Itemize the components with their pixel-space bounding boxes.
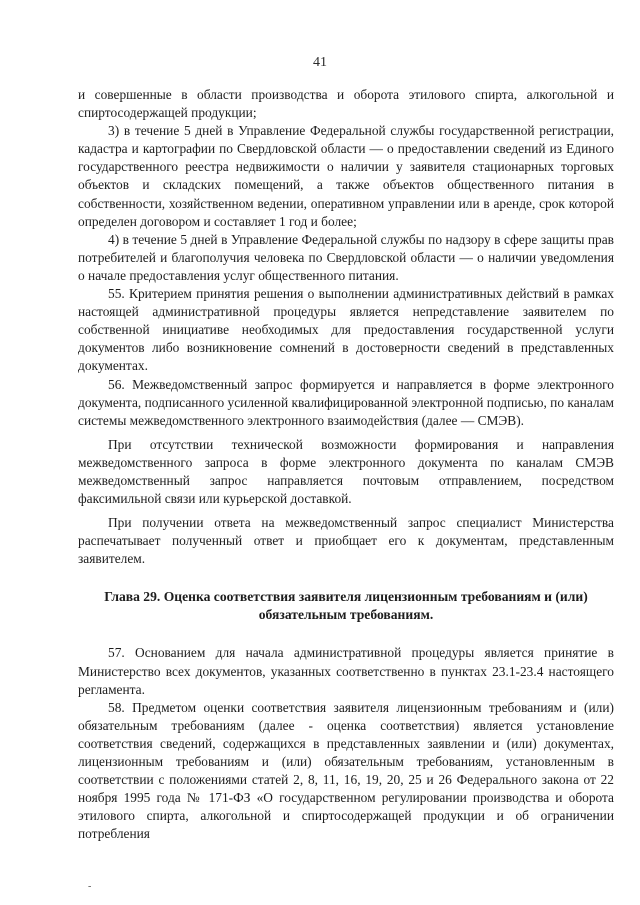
paragraph-58: 58. Предметом оценки соответствия заявителя лицензионным требованиям и (или) обязательным требованиям (далее - оценка соответствия) является установление соответствия сведений, содержащихся в представленных заявлении и (или) документах, лицензионным требованиям и (или) обязательным требованиям, установленным в соответствии с положениями статей 2, 8, 11, 16, 19, 20, 25 и 26 Федерального закона от 22 ноября 1995 года № 171-ФЗ «О государственном регулировании производства и оборота этилового спирта, алкогольной и спиртосодержащей продукции и об ограничении потребления [78,699,614,842]
paragraph-56: 56. Межведомственный запрос формируется и направляется в форме электронного документа, подписанного усиленной квалифицированной электронной подписью, по каналам системы межведомственного электронного взаимодействия (далее — СМЭВ). [78,376,614,428]
scan-mark: - [88,881,92,892]
document-body [78,86,614,843]
paragraph-item-4: 4) в течение 5 дней в Управление Федеральной службы по надзору в сфере защиты прав потребителей и благополучия человека по Свердловской области — о наличии уведомления о начале предоставления услуг общественного питания. [78,231,614,283]
page-number: 41 [313,55,327,70]
paragraph-55: 55. Критерием принятия решения о выполнении административных действий в рамках настоящей административной процедуры является непредставление заявителем по собственной инициативе необходимых для предоставления государственной услуги документов либо возникновение сомнений в достоверности сведений в представленных документах. [78,286,614,374]
paragraph-item-3: 3) в течение 5 дней в Управление Федеральной службы государственной регистрации, кадастра и картографии по Свердловской области — о предоставлении сведений из Единого государственного реестра недвижимости о наличии у заявителя стационарных торговых объектов и складских помещений, а также объектов общественного питания в собственности, хозяйственном ведении, оперативном управлении или в аренде, срок которой определен договором и составляет 1 год и более; [78,123,614,229]
paragraph-no-tech-possibility: При отсутствии технической возможности формирования и направления межведомственного запроса в форме электронного документа по каналам СМЭВ межведомственный запрос направляется почтовым отправлением, посредством факсимильной связи или курьерской доставкой. [78,436,614,507]
chapter-29-heading: Глава 29. Оценка соответствия заявителя лицензионным требованиям и (или) обязательным требованиям. [104,589,588,623]
paragraph-57: 57. Основанием для начала административной процедуры является принятие в Министерство всех документов, указанных соответственно в пунктах 23.1-23.4 настоящего регламента. [78,645,614,697]
paragraph-continuation: и совершенные в области производства и оборота этилового спирта, алкогольной и спиртосодержащей продукции; [78,87,614,121]
paragraph-response-received: При получении ответа на межведомственный запрос специалист Министерства распечатывает полученный ответ и приобщает его к документам, представленным заявителем. [78,515,614,567]
